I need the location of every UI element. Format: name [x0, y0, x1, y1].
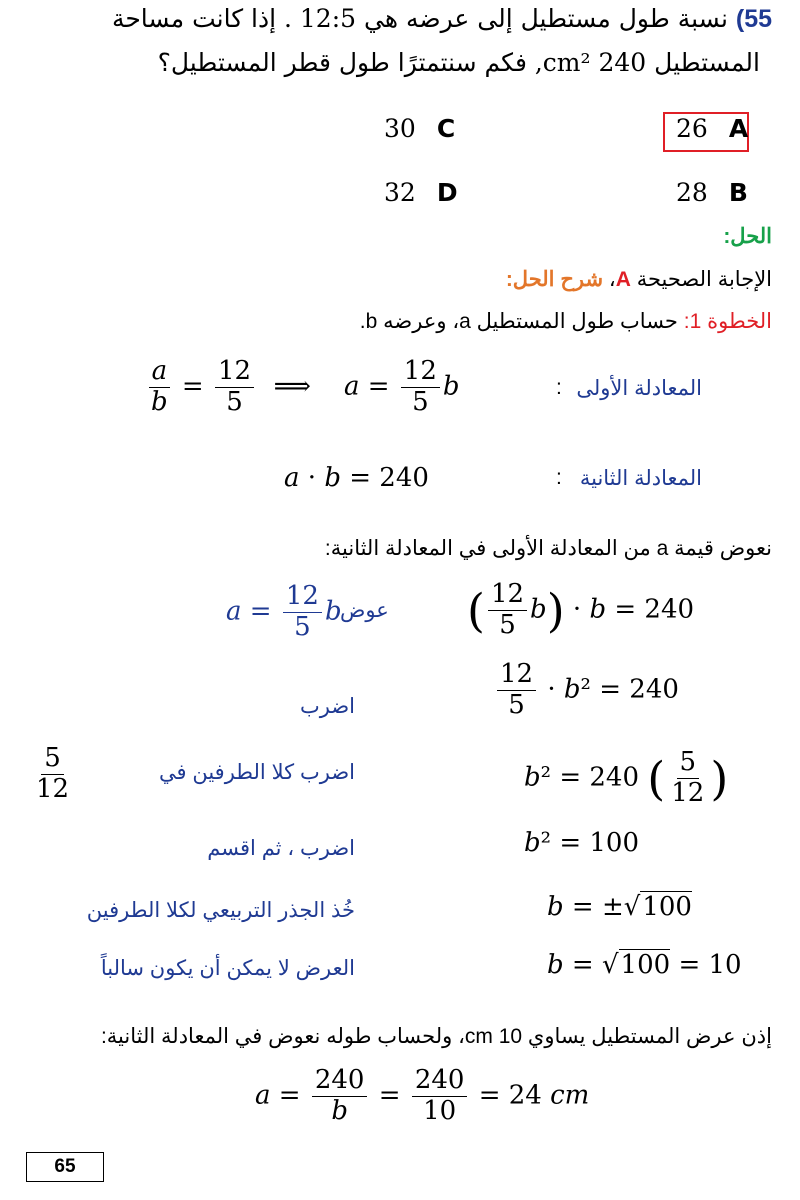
equation-1-label: المعادلة الأولى	[576, 377, 702, 400]
note-substitute: عوض	[340, 599, 389, 622]
option-c-value: 30	[384, 114, 416, 143]
equation-1-colon: :	[556, 376, 562, 399]
option-d-value: 32	[384, 178, 416, 207]
option-c[interactable]	[384, 114, 455, 143]
question-line-1	[12, 4, 772, 34]
option-b-value: 28	[676, 178, 708, 207]
note-multiply-both: اضرب كلا الطرفين في	[158, 761, 355, 784]
note-multiply-both-fraction: $\frac{5}{12}$	[36, 743, 70, 804]
option-a-value: 26	[676, 114, 708, 143]
question-line-2: المستطيل 240 cm², فكم سنتمترًا طول قطر المستطيل؟	[157, 48, 760, 77]
solution-heading: الحل:	[723, 225, 772, 248]
step-sqrt: b = ±√100	[547, 892, 692, 922]
page-number: 65	[26, 1152, 104, 1182]
answer-prefix: الإجابة الصحيحة	[636, 268, 772, 291]
conclusion: إذن عرض المستطيل يساوي 10 cm، ولحساب طوله نعوض في المعادلة الثانية:	[100, 1025, 772, 1048]
explain-label: شرح الحل:	[505, 268, 604, 291]
option-c-letter: C	[436, 114, 456, 143]
equation-1: $\frac{a}{b}$ = $\frac{12}{5}$ ⟹ a = $\frac{12}{5}$ b	[145, 357, 460, 418]
note-multiply: اضرب	[299, 695, 355, 718]
step-simplify: b² = 100	[524, 828, 640, 858]
option-a[interactable]	[676, 114, 748, 143]
option-d[interactable]	[384, 178, 458, 207]
answer-line	[506, 267, 772, 292]
option-d-letter: D	[436, 178, 458, 207]
equation-2: a · b = 240	[284, 463, 429, 493]
step-substitute: ( $\frac{12}{5}$ b) · b = 240	[467, 579, 695, 640]
answer-letter: A	[615, 268, 631, 291]
step1-line	[360, 309, 772, 334]
answer-sep: ،	[603, 268, 616, 291]
option-a-letter: A	[728, 114, 749, 143]
equation-2-label: المعادلة الثانية	[579, 467, 702, 490]
option-b[interactable]	[676, 178, 748, 207]
question-text-1: نسبة طول مستطيل إلى عرضه هي 12:5 . إذا كانت مساحة	[111, 4, 728, 33]
step-multiply-both: b² = 240 ( $\frac{5}{12}$ )	[524, 747, 729, 808]
substitute-intro: نعوض قيمة a من المعادلة الأولى في المعادلة الثانية:	[324, 537, 772, 560]
equation-2-colon: :	[556, 466, 562, 489]
question-number: 55)	[735, 5, 772, 33]
step-multiply: $\frac{12}{5}$ · b² = 240	[494, 660, 679, 721]
option-b-letter: B	[728, 178, 748, 207]
note-sqrt: خُذ الجذر التربيعي لكلا الطرفين	[86, 899, 355, 922]
final-equation: a = $\frac{240}{b}$ = $\frac{240}{10}$ = 24 cm	[255, 1065, 590, 1126]
step1-label: الخطوة 1:	[683, 310, 772, 333]
step-result: b = √100 = 10	[547, 950, 742, 980]
note-substitute-math: a = $\frac{12}{5}$ b	[226, 581, 342, 642]
step1-text: حساب طول المستطيل a، وعرضه b.	[359, 310, 678, 333]
note-width-positive: العرض لا يمكن أن يكون سالباً	[100, 957, 355, 980]
note-multiply-divide: اضرب ، ثم اقسم	[207, 837, 355, 860]
